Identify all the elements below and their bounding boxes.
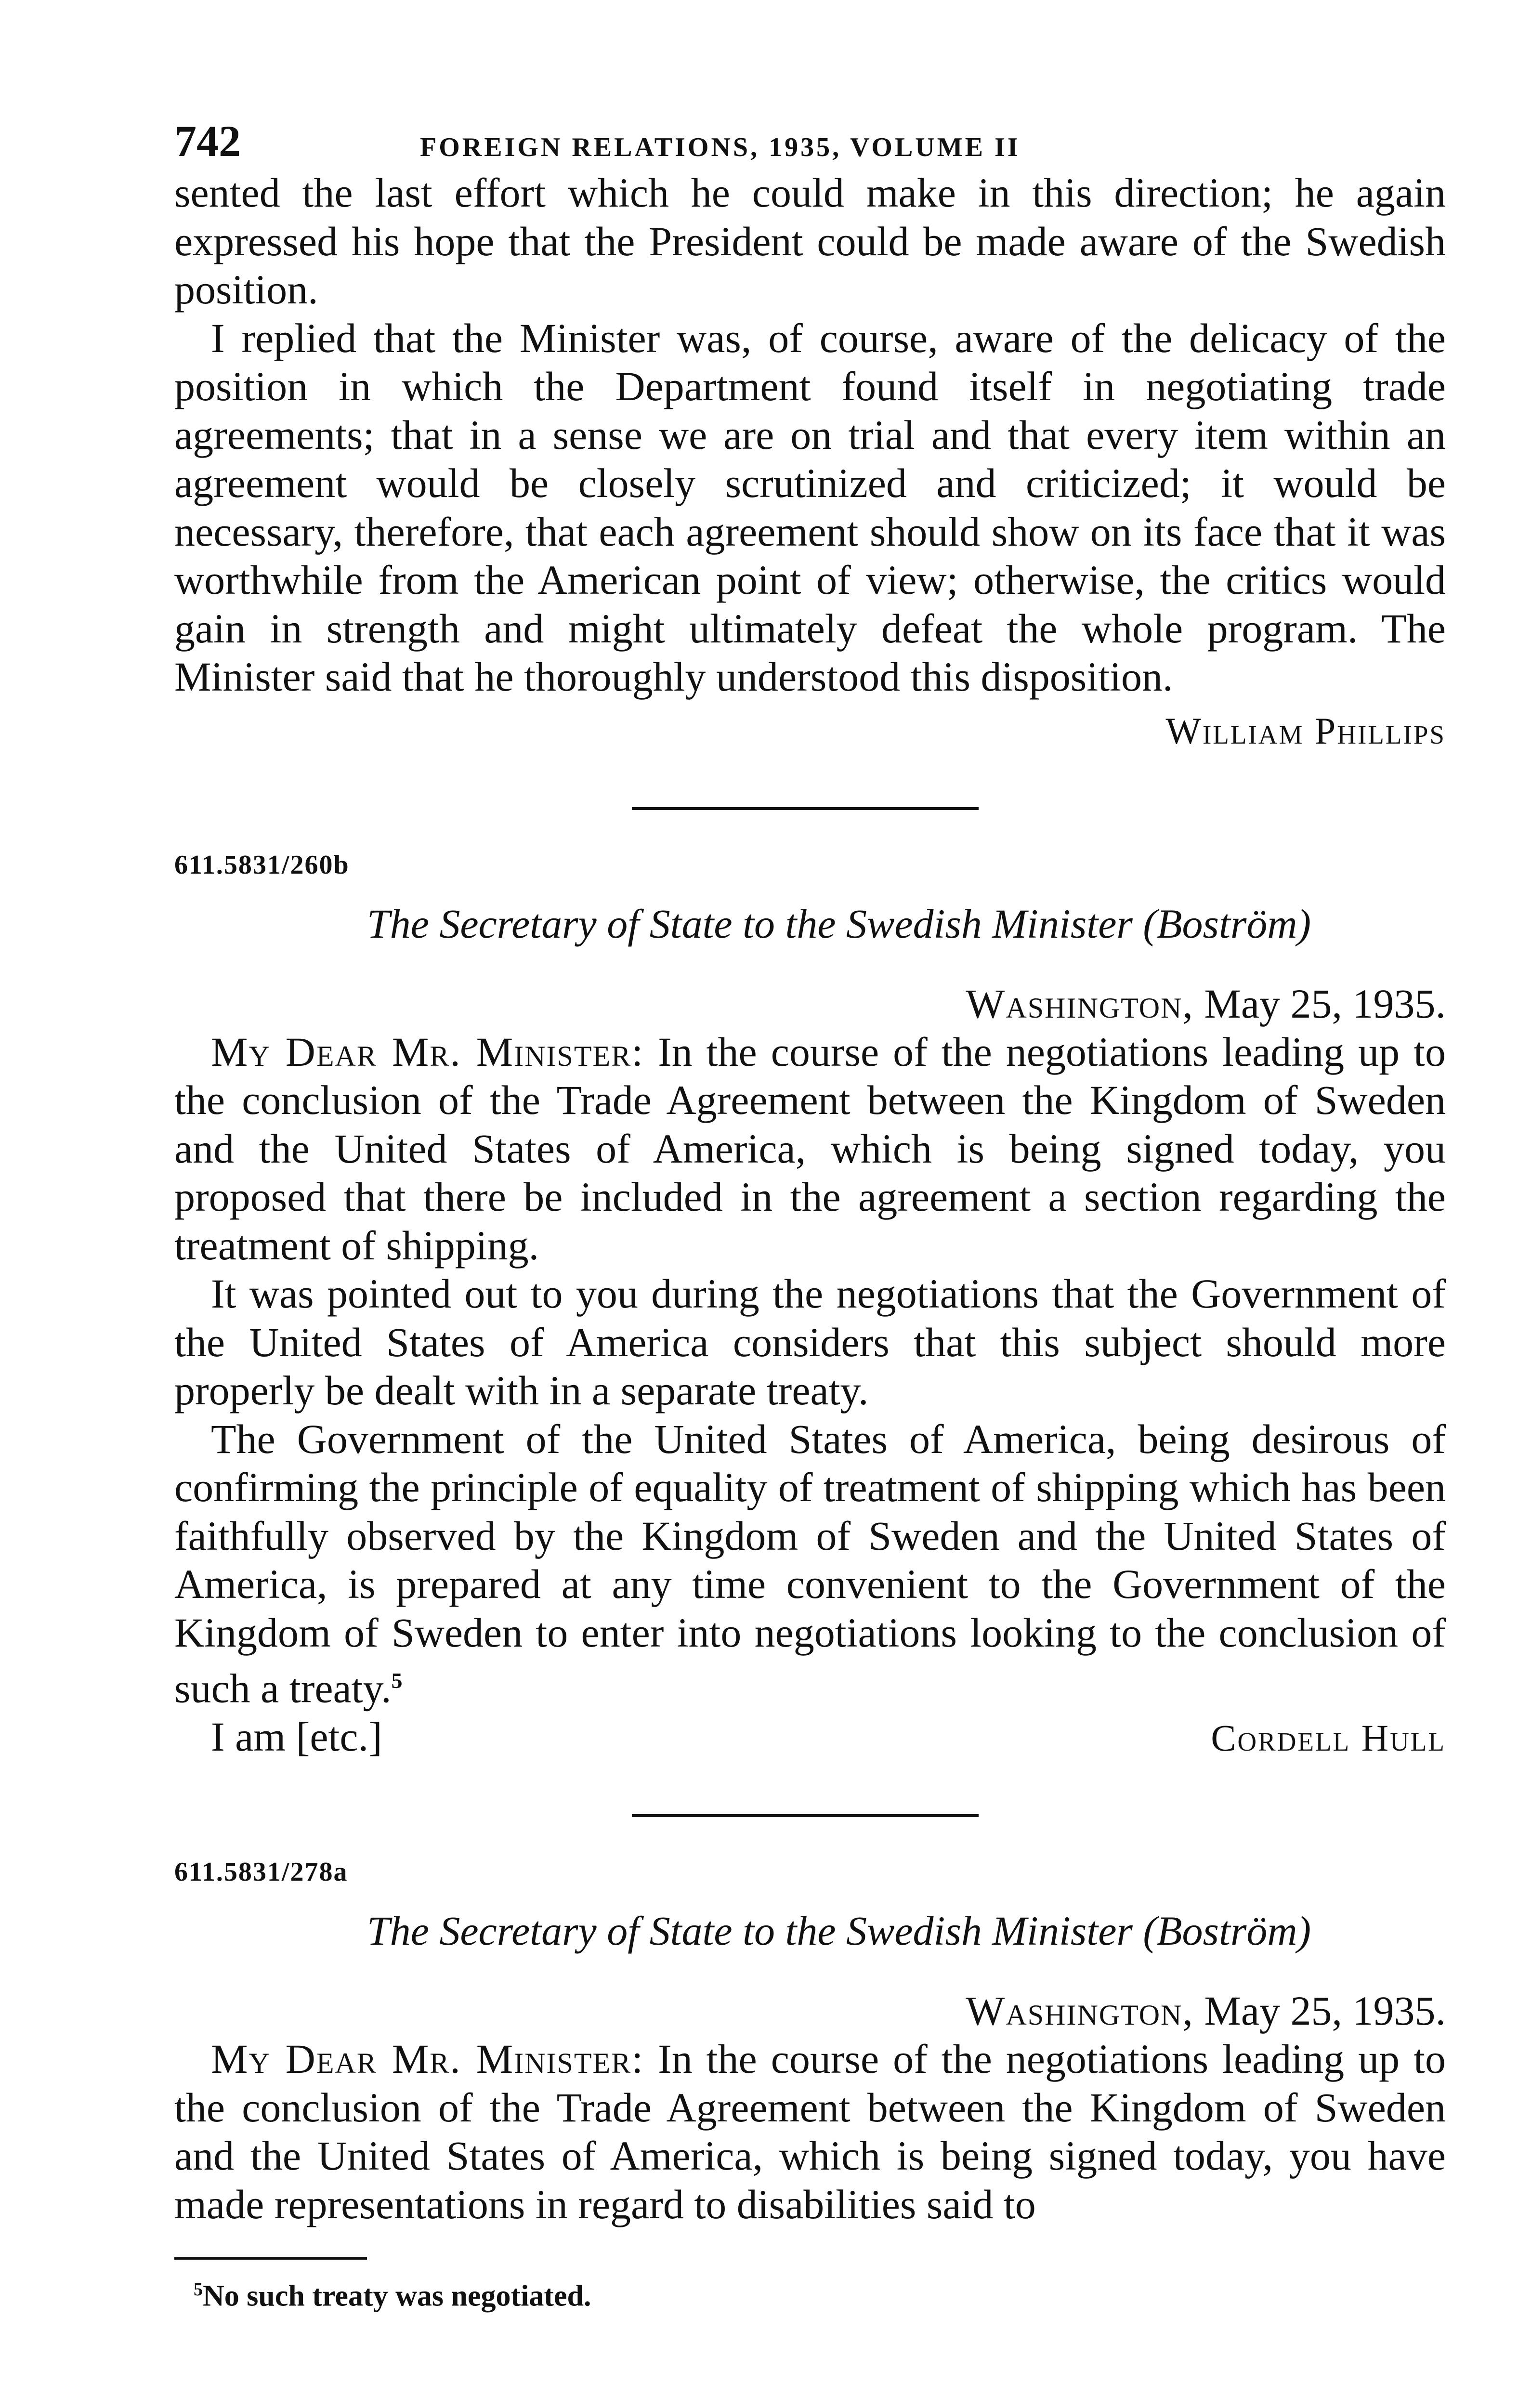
continuation-paragraph: sented the last effort which he could make in this direction; he again expressed his hope that the President could be made aware of the Swedish position. (174, 170, 1446, 313)
letter-paragraph: It was pointed out to you during the negotiations that the Government of the United States of America considers that this subject should more properly be dealt with in a separate treaty. (174, 1270, 1446, 1413)
section-divider (632, 1814, 979, 1817)
file-number: 611.5831/260b (174, 850, 350, 880)
signer: Cordell Hull (1211, 1717, 1446, 1759)
footnote-reference[interactable]: 5 (391, 1668, 403, 1693)
footnote-number: 5 (194, 2279, 203, 2300)
letter-paragraph (174, 1415, 1446, 1713)
salutation: My Dear Mr. Minister: (211, 1028, 644, 1075)
dateline (174, 980, 1446, 1028)
running-head: FOREIGN RELATIONS, 1935, VOLUME II (420, 132, 1021, 162)
letter-paragraph-text: In the course of the negotiations leading up to the conclusion of the Trade Agreement between the Kingdom of Sweden and the United States of America, which is being signed today, you have made representations in regard to disabilities said to (174, 2036, 1446, 2227)
file-number: 611.5831/278a (174, 1857, 348, 1887)
memo-signature: William Phillips (1165, 709, 1446, 752)
page-number: 742 (174, 117, 241, 166)
closing-row (174, 1713, 1446, 1762)
footnote-text: No such treaty was negotiated. (203, 2279, 591, 2313)
footnote-divider (174, 2257, 367, 2260)
dateline-date: May 25, 1935. (1204, 980, 1446, 1027)
document-title: The Secretary of State to the Swedish Minister (Boström) (366, 900, 1311, 947)
dateline (174, 1987, 1446, 2035)
salutation: My Dear Mr. Minister: (211, 2036, 644, 2082)
section-divider (632, 807, 979, 810)
letter-paragraph-text: In the course of the negotiations leading up to the conclusion of the Trade Agreement between the Kingdom of Sweden and the United States of America, which is being signed today, you proposed that there be included in the agreement a section regarding the treatment of shipping. (174, 1028, 1446, 1269)
closing: I am [etc.] (211, 1714, 382, 1760)
dateline-date: May 25, 1935. (1204, 1988, 1446, 2034)
dateline-place: Washington, (966, 980, 1194, 1027)
dateline-place: Washington, (966, 1988, 1194, 2034)
document-page (174, 116, 1446, 2314)
letter-paragraph (174, 2035, 1446, 2228)
document-title: The Secretary of State to the Swedish Minister (Boström) (366, 1908, 1311, 1954)
page-header (174, 116, 1446, 169)
memo-paragraph: I replied that the Minister was, of course, aware of the delicacy of the position in which the Department found itself in negotiating trade agreements; that in a sense we are on trial and that every item within an agreement would be closely scrutinized and criticized; it would be necessary, therefore, that each agreement should show on its face that it was worthwhile from the American point of view; otherwise, the critics would gain in strength and might ultimately defeat the whole program. The Minister said that he thoroughly understood this disposition. (174, 314, 1446, 700)
letter-paragraph (174, 1028, 1446, 1270)
footnote (174, 2279, 1446, 2314)
letter-paragraph-text: The Government of the United States of America, being desirous of confirming the principle of equality of treatment of shipping which has been faithfully observed by the Kingdom of Sweden and the United States of America, is prepared at any time convenient to the Government of the Kingdom of Sweden to enter into negotiations looking to the conclusion of such a treaty. (174, 1415, 1446, 1712)
